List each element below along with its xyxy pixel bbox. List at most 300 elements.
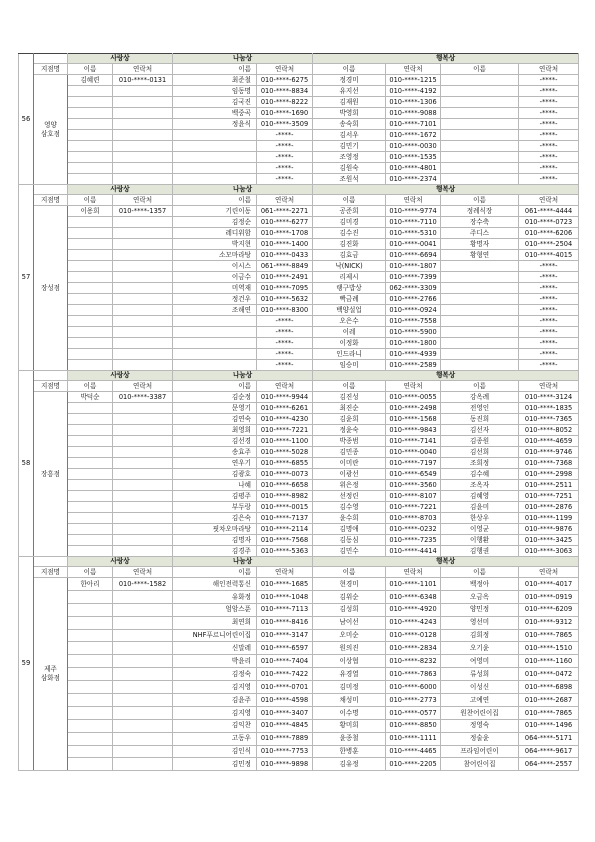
- nanum-name: 김정순: [173, 217, 257, 228]
- haengbok-contact: 010-****-7221: [386, 502, 441, 513]
- table-row: [19, 305, 579, 316]
- table-row: [19, 447, 579, 458]
- nanum-name: 김선경: [173, 436, 257, 447]
- table-row: [19, 629, 579, 642]
- sarang-contact: [113, 316, 173, 327]
- table-body: [19, 54, 579, 771]
- haengbok-contact: 010-****-7399: [386, 272, 441, 283]
- haengbok-contact: 010-****-0232: [386, 524, 441, 535]
- haengbok-name: 김행권: [441, 546, 519, 557]
- nanum-contact: -****-: [257, 174, 313, 185]
- haengbok-name: 김선자: [441, 425, 519, 436]
- table-row: [19, 327, 579, 338]
- haengbok-name: [441, 272, 519, 283]
- nanum-contact: 010-****-6855: [257, 458, 313, 469]
- haengbok-contact: 010-****-9774: [386, 206, 441, 217]
- nanum-name: 해인전력통신: [173, 578, 257, 591]
- sarang-name: [68, 174, 113, 185]
- haengbok-contact: 010-****-2998: [519, 469, 579, 480]
- award-group-sarang: 사랑상: [68, 54, 173, 64]
- sarang-contact: [113, 283, 173, 294]
- haengbok-name: [441, 349, 519, 360]
- header-blank-cell: [34, 557, 68, 567]
- haengbok-name: 윤수희: [313, 513, 386, 524]
- haengbok-contact: 010-****-0055: [386, 392, 441, 403]
- nanum-name: [173, 141, 257, 152]
- sarang-name: [68, 108, 113, 119]
- sarang-name: [68, 469, 113, 480]
- haengbok-name: 황명자: [441, 239, 519, 250]
- nanum-contact: 010-****-0015: [257, 502, 313, 513]
- haengbok-name: 김진성: [313, 392, 386, 403]
- haengbok-contact: 010-****-5310: [386, 228, 441, 239]
- table-row: [19, 130, 579, 141]
- award-group-header-row: [19, 185, 579, 195]
- haengbok-contact: -****-: [519, 163, 579, 174]
- table-row: [19, 206, 579, 217]
- nanum-contact: 010-****-1708: [257, 228, 313, 239]
- column-header-branch: 지점명: [34, 64, 68, 75]
- haengbok-contact: -****-: [519, 360, 579, 371]
- sarang-contact: [113, 436, 173, 447]
- haengbok-contact: -****-: [519, 152, 579, 163]
- header-blank-cell: [34, 185, 68, 195]
- nanum-contact: 010-****-1400: [257, 239, 313, 250]
- haengbok-contact: 064-****-9617: [519, 745, 579, 758]
- sarang-contact: [113, 655, 173, 668]
- table-row: [19, 425, 579, 436]
- section-number: 59: [19, 557, 34, 771]
- sarang-contact: [113, 447, 173, 458]
- haengbok-name: 김미경: [313, 217, 386, 228]
- table-row: [19, 642, 579, 655]
- haengbok-contact: 010-****-7365: [519, 414, 579, 425]
- haengbok-name: 한상우: [441, 513, 519, 524]
- haengbok-contact: 010-****-2766: [386, 294, 441, 305]
- column-header-name: 이름: [441, 64, 519, 75]
- haengbok-contact: 010-****-7101: [386, 119, 441, 130]
- sarang-contact: [113, 616, 173, 629]
- header-blank-cell: [34, 371, 68, 381]
- nanum-name: [173, 360, 257, 371]
- haengbok-name: [441, 261, 519, 272]
- nanum-name: 엄암스푼: [173, 603, 257, 616]
- nanum-contact: 010-****-6597: [257, 642, 313, 655]
- haengbok-name: 랭구밥상: [313, 283, 386, 294]
- haengbok-name: [441, 316, 519, 327]
- nanum-contact: 010-****-2114: [257, 524, 313, 535]
- table-row: [19, 469, 579, 480]
- sarang-name: [68, 524, 113, 535]
- nanum-contact: 010-****-0701: [257, 681, 313, 694]
- haengbok-contact: 010-****-1306: [386, 97, 441, 108]
- haengbok-name: 김혜영: [441, 491, 519, 502]
- branch-name-line: 삼화점: [40, 674, 61, 683]
- haengbok-name: 조영정: [313, 152, 386, 163]
- haengbok-name: [441, 152, 519, 163]
- haengbok-name: 주디스: [441, 228, 519, 239]
- sarang-name: [68, 706, 113, 719]
- sarang-name: [68, 403, 113, 414]
- haengbok-name: 전영인: [441, 403, 519, 414]
- nanum-contact: -****-: [257, 360, 313, 371]
- table-row: [19, 108, 579, 119]
- haengbok-contact: 010-****-0577: [386, 706, 441, 719]
- haengbok-contact: 010-****-7865: [519, 629, 579, 642]
- sarang-contact: [113, 502, 173, 513]
- nanum-contact: 010-****-3147: [257, 629, 313, 642]
- nanum-name: [173, 316, 257, 327]
- award-group-haengbok: 행복상: [313, 54, 579, 64]
- nanum-name: 김명자: [173, 535, 257, 546]
- nanum-name: 김국진: [173, 97, 257, 108]
- sarang-name: 이용희: [68, 206, 113, 217]
- nanum-contact: 010-****-1048: [257, 590, 313, 603]
- sarang-name: [68, 130, 113, 141]
- table-row: [19, 480, 579, 491]
- sarang-contact: [113, 546, 173, 557]
- nanum-contact: 010-****-1690: [257, 108, 313, 119]
- table-row: [19, 458, 579, 469]
- nanum-contact: -****-: [257, 338, 313, 349]
- haengbok-name: 프라임어린이: [441, 745, 519, 758]
- table-row: [19, 706, 579, 719]
- nanum-contact: 061-****-2271: [257, 206, 313, 217]
- haengbok-name: 정경미: [313, 75, 386, 86]
- haengbok-contact: 010-****-6209: [519, 603, 579, 616]
- sarang-contact: [113, 745, 173, 758]
- haengbok-name: 정영숙: [441, 719, 519, 732]
- haengbok-name: [441, 294, 519, 305]
- haengbok-name: 오은수: [313, 316, 386, 327]
- haengbok-contact: 010-****-9088: [386, 108, 441, 119]
- haengbok-contact: 010-****-8703: [386, 513, 441, 524]
- sarang-name: [68, 655, 113, 668]
- haengbok-contact: 010-****-1215: [386, 75, 441, 86]
- sarang-contact: [113, 491, 173, 502]
- haengbok-contact: 010-****-2511: [519, 480, 579, 491]
- nanum-name: 김평주: [173, 491, 257, 502]
- haengbok-name: 김재원: [313, 97, 386, 108]
- haengbok-contact: 010-****-7251: [519, 491, 579, 502]
- sarang-contact: [113, 338, 173, 349]
- sarang-contact: [113, 86, 173, 97]
- table-row: [19, 316, 579, 327]
- column-header-row: [19, 381, 579, 392]
- column-header-name: 이름: [441, 381, 519, 392]
- haengbok-name: 유경열: [313, 668, 386, 681]
- haengbok-contact: 010-****-1101: [386, 578, 441, 591]
- haengbok-contact: 010-****-3124: [519, 392, 579, 403]
- sarang-name: [68, 141, 113, 152]
- haengbok-name: 이행환: [441, 535, 519, 546]
- haengbok-name: 정술윤: [441, 732, 519, 745]
- table-row: [19, 513, 579, 524]
- nanum-name: 레디위함: [173, 228, 257, 239]
- award-group-nanum: 나눔상: [173, 185, 313, 195]
- sarang-name: [68, 719, 113, 732]
- nanum-contact: 010-****-7221: [257, 425, 313, 436]
- nanum-contact: 010-****-6275: [257, 75, 313, 86]
- table-row: [19, 546, 579, 557]
- nanum-contact: 010-****-7889: [257, 732, 313, 745]
- sarang-name: [68, 86, 113, 97]
- column-header-contact: 연락처: [386, 381, 441, 392]
- column-header-name: 이름: [313, 64, 386, 75]
- sarang-name: [68, 758, 113, 771]
- haengbok-contact: 010-****-2205: [386, 758, 441, 771]
- nanum-name: [173, 349, 257, 360]
- haengbok-name: 선정린: [313, 491, 386, 502]
- sarang-contact: [113, 642, 173, 655]
- column-header-row: [19, 64, 579, 75]
- column-header-contact: 연락처: [386, 64, 441, 75]
- haengbok-contact: 010-****-4015: [519, 250, 579, 261]
- sarang-name: [68, 732, 113, 745]
- haengbok-contact: 010-****-3425: [519, 535, 579, 546]
- sarang-name: [68, 681, 113, 694]
- column-header-name: 이름: [173, 195, 257, 206]
- haengbok-name: 한병훈: [313, 745, 386, 758]
- haengbok-name: 원의진: [313, 642, 386, 655]
- haengbok-name: 인드라니: [313, 349, 386, 360]
- nanum-name: 정윤식: [173, 119, 257, 130]
- haengbok-contact: -****-: [519, 283, 579, 294]
- sarang-contact: [113, 524, 173, 535]
- nanum-name: 백중곡: [173, 108, 257, 119]
- table-row: [19, 403, 579, 414]
- nanum-contact: 010-****-3509: [257, 119, 313, 130]
- nanum-name: 미역재: [173, 283, 257, 294]
- haengbok-name: 황미희: [313, 719, 386, 732]
- column-header-name: 이름: [313, 195, 386, 206]
- nanum-name: [173, 130, 257, 141]
- table-row: [19, 732, 579, 745]
- nanum-name: 고동우: [173, 732, 257, 745]
- branch-name: [34, 206, 68, 371]
- table-row: [19, 75, 579, 86]
- sarang-contact: 010-****-3387: [113, 392, 173, 403]
- sarang-name: [68, 305, 113, 316]
- haengbok-name: 여영미: [441, 655, 519, 668]
- haengbok-contact: -****-: [519, 338, 579, 349]
- haengbok-name: 이영균: [441, 524, 519, 535]
- nanum-name: 김순정: [173, 392, 257, 403]
- haengbok-name: 장수축: [441, 217, 519, 228]
- sarang-contact: [113, 163, 173, 174]
- nanum-contact: 010-****-8982: [257, 491, 313, 502]
- haengbok-name: 김미정: [313, 681, 386, 694]
- nanum-contact: 010-****-3407: [257, 706, 313, 719]
- sarang-contact: [113, 327, 173, 338]
- sarang-name: [68, 546, 113, 557]
- haengbok-name: 김수영: [313, 502, 386, 513]
- nanum-contact: 010-****-7113: [257, 603, 313, 616]
- award-contact-table: [18, 53, 579, 771]
- sarang-contact: [113, 272, 173, 283]
- haengbok-name: 조원석: [313, 174, 386, 185]
- column-header-contact: 연락처: [113, 195, 173, 206]
- haengbok-name: 김윤희: [313, 414, 386, 425]
- haengbok-contact: -****-: [519, 349, 579, 360]
- sarang-name: [68, 316, 113, 327]
- haengbok-name: 오금옥: [441, 590, 519, 603]
- sarang-contact: [113, 425, 173, 436]
- column-header-contact: 연락처: [386, 195, 441, 206]
- haengbok-contact: 010-****-1510: [519, 642, 579, 655]
- table-row: [19, 141, 579, 152]
- haengbok-contact: 010-****-0041: [386, 239, 441, 250]
- sarang-name: [68, 668, 113, 681]
- sarang-contact: [113, 108, 173, 119]
- haengbok-contact: 010-****-2687: [519, 694, 579, 707]
- haengbok-contact: 064-****-5171: [519, 732, 579, 745]
- table-row: [19, 524, 579, 535]
- haengbok-contact: 010-****-9876: [519, 524, 579, 535]
- nanum-name: 연우기: [173, 458, 257, 469]
- sarang-contact: [113, 403, 173, 414]
- haengbok-contact: 010-****-8232: [386, 655, 441, 668]
- nanum-contact: 010-****-8834: [257, 86, 313, 97]
- haengbok-name: [441, 108, 519, 119]
- table-row: [19, 694, 579, 707]
- nanum-name: 신말레: [173, 642, 257, 655]
- haengbok-name: 참어린이집: [441, 758, 519, 771]
- haengbok-contact: 010-****-2876: [519, 502, 579, 513]
- nanum-name: 정건우: [173, 294, 257, 305]
- sarang-name: [68, 616, 113, 629]
- sarang-name: [68, 535, 113, 546]
- haengbok-contact: 010-****-0040: [386, 447, 441, 458]
- haengbok-name: 남이선: [313, 616, 386, 629]
- haengbok-name: 김종원: [441, 436, 519, 447]
- haengbok-name: 이상협: [313, 655, 386, 668]
- haengbok-name: 원찬어린이집: [441, 706, 519, 719]
- column-header-name: 이름: [68, 567, 113, 578]
- branch-name-line: 장흥점: [40, 469, 61, 478]
- nanum-name: 김익찬: [173, 719, 257, 732]
- nanum-name: 조해연: [173, 305, 257, 316]
- sarang-name: [68, 163, 113, 174]
- column-header-contact: 연락처: [257, 195, 313, 206]
- column-header-name: 이름: [68, 381, 113, 392]
- haengbok-name: 김민기: [313, 141, 386, 152]
- haengbok-contact: -****-: [519, 108, 579, 119]
- haengbok-name: 최진순: [313, 403, 386, 414]
- nanum-name: 김연숙: [173, 414, 257, 425]
- haengbok-name: [441, 174, 519, 185]
- sarang-name: [68, 414, 113, 425]
- table-row: [19, 360, 579, 371]
- haengbok-contact: 010-****-0472: [519, 668, 579, 681]
- haengbok-contact: 010-****-1835: [519, 403, 579, 414]
- nanum-contact: 010-****-7753: [257, 745, 313, 758]
- nanum-name: 김광호: [173, 469, 257, 480]
- column-header-contact: 연락처: [113, 64, 173, 75]
- sarang-name: 한아리: [68, 578, 113, 591]
- haengbok-contact: -****-: [519, 141, 579, 152]
- nanum-name: 김정숙: [173, 668, 257, 681]
- sarang-contact: [113, 217, 173, 228]
- branch-name-line: 영양: [44, 120, 57, 129]
- haengbok-contact: 010-****-5900: [386, 327, 441, 338]
- nanum-name: 김지영: [173, 706, 257, 719]
- nanum-name: 최영희: [173, 425, 257, 436]
- sarang-name: [68, 360, 113, 371]
- nanum-name: 부두랑: [173, 502, 257, 513]
- column-header-name: 이름: [313, 381, 386, 392]
- nanum-contact: -****-: [257, 130, 313, 141]
- haengbok-contact: 010-****-6206: [519, 228, 579, 239]
- sarang-contact: [113, 414, 173, 425]
- haengbok-contact: -****-: [519, 174, 579, 185]
- sarang-name: [68, 217, 113, 228]
- nanum-contact: -****-: [257, 316, 313, 327]
- sarang-name: 박덕순: [68, 392, 113, 403]
- haengbok-name: [441, 86, 519, 97]
- sarang-name: 김혜련: [68, 75, 113, 86]
- haengbok-contact: 010-****-6348: [386, 590, 441, 603]
- sarang-name: [68, 447, 113, 458]
- haengbok-name: 김민수: [313, 546, 386, 557]
- sarang-contact: [113, 535, 173, 546]
- haengbok-name: 조희정: [441, 458, 519, 469]
- haengbok-contact: 010-****-1199: [519, 513, 579, 524]
- sarang-name: [68, 745, 113, 758]
- sarang-name: [68, 338, 113, 349]
- nanum-name: 핏차오마라탕: [173, 524, 257, 535]
- haengbok-name: [441, 163, 519, 174]
- sarang-contact: [113, 360, 173, 371]
- haengbok-contact: -****-: [519, 327, 579, 338]
- haengbok-contact: -****-: [519, 86, 579, 97]
- nanum-contact: 010-****-6658: [257, 480, 313, 491]
- haengbok-name: [441, 283, 519, 294]
- sarang-name: [68, 327, 113, 338]
- column-header-name: 이름: [68, 64, 113, 75]
- column-header-name: 이름: [68, 195, 113, 206]
- nanum-name: 소모마라탕: [173, 250, 257, 261]
- haengbok-name: 김위순: [313, 590, 386, 603]
- haengbok-contact: 010-****-7235: [386, 535, 441, 546]
- nanum-name: 문영기: [173, 403, 257, 414]
- column-header-branch: 지점명: [34, 195, 68, 206]
- sarang-name: [68, 694, 113, 707]
- haengbok-name: 이정화: [313, 338, 386, 349]
- haengbok-contact: 010-****-9746: [519, 447, 579, 458]
- nanum-contact: 010-****-7137: [257, 513, 313, 524]
- haengbok-contact: 010-****-7863: [386, 668, 441, 681]
- haengbok-name: [441, 97, 519, 108]
- nanum-name: [173, 174, 257, 185]
- table-row: [19, 163, 579, 174]
- haengbok-contact: 010-****-6898: [519, 681, 579, 694]
- nanum-name: NHF푸르니어린이집: [173, 629, 257, 642]
- sarang-contact: [113, 152, 173, 163]
- sarang-name: [68, 513, 113, 524]
- nanum-name: 최연희: [173, 616, 257, 629]
- column-header-contact: 연락처: [257, 567, 313, 578]
- haengbok-name: 오미순: [313, 629, 386, 642]
- haengbok-contact: 010-****-2589: [386, 360, 441, 371]
- haengbok-contact: -****-: [519, 305, 579, 316]
- nanum-contact: 010-****-5363: [257, 546, 313, 557]
- table-row: [19, 603, 579, 616]
- nanum-contact: -****-: [257, 327, 313, 338]
- haengbok-contact: 010-****-1496: [519, 719, 579, 732]
- branch-name: [34, 75, 68, 185]
- haengbok-name: 현경미: [313, 578, 386, 591]
